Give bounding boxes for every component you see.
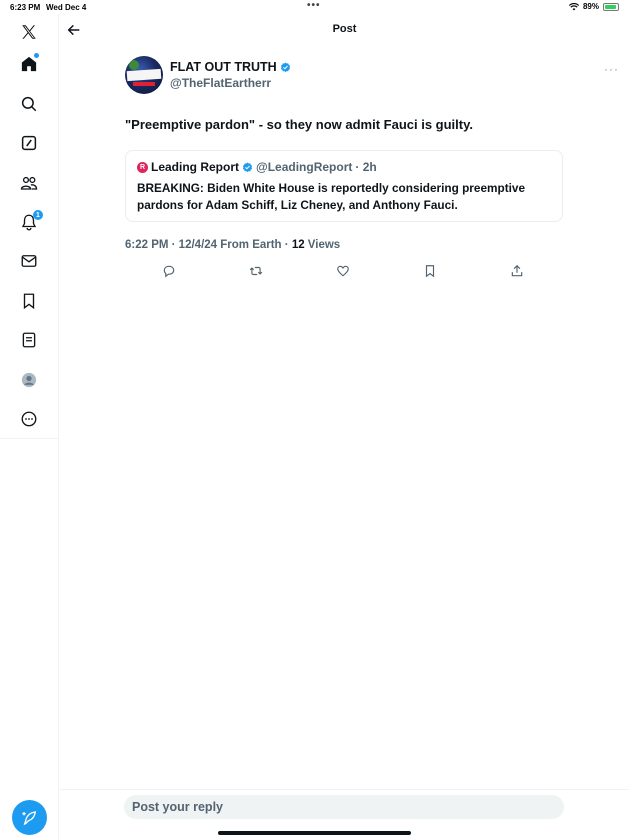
x-logo-icon[interactable] (17, 20, 41, 44)
post-timestamp[interactable]: 6:22 PM · 12/4/24 From Earth · (125, 239, 292, 251)
quoted-post-time: · 2h (355, 160, 377, 174)
more-options-button[interactable]: ··· (604, 62, 619, 76)
author-avatar[interactable] (125, 56, 163, 94)
action-bar (125, 264, 563, 280)
battery-icon (603, 3, 619, 11)
notifications-badge: 1 (33, 210, 43, 220)
reply-input[interactable]: Post your reply (124, 795, 564, 819)
views-count: 12 (291, 239, 305, 251)
repost-icon (249, 264, 263, 278)
post-meta (125, 239, 340, 251)
author-name-row[interactable] (170, 60, 291, 74)
home-dot-badge (34, 53, 39, 58)
compose-feather-icon (22, 810, 38, 826)
heart-icon (336, 264, 350, 278)
quoted-post-text: BREAKING: Biden White House is reportedly considering preemptive pardons for Adam Schiff, Liz Cheney, and Anthony Fauci. (137, 181, 526, 212)
communities-icon[interactable] (17, 171, 41, 195)
author-name[interactable]: FLAT OUT TRUTH (170, 60, 277, 74)
main-content (60, 14, 629, 839)
bookmark-button[interactable] (423, 264, 439, 280)
battery-percent: 89% (582, 2, 599, 11)
reply-icon (162, 264, 176, 278)
messages-icon[interactable] (17, 249, 41, 273)
reply-divider (60, 789, 629, 790)
search-icon[interactable] (17, 92, 41, 116)
status-date: Wed Dec 4 (46, 3, 87, 12)
sidebar (0, 14, 59, 839)
more-icon[interactable] (17, 407, 41, 431)
views-label: Views (304, 239, 341, 251)
profile-icon[interactable] (17, 368, 41, 392)
sidebar-divider (0, 438, 59, 439)
status-time: 6:23 PM (10, 3, 41, 12)
grok-icon[interactable] (17, 131, 41, 155)
multitasking-dots[interactable]: ••• (307, 0, 321, 11)
verified-badge-icon (242, 162, 253, 173)
reply-button[interactable] (162, 264, 178, 280)
quoted-author-handle: @LeadingReport (256, 160, 353, 174)
verified-badge-icon (280, 62, 291, 73)
post-text: "Preemptive pardon" - so they now admit Fauci is guilty. (125, 117, 473, 132)
compose-button[interactable] (12, 800, 47, 835)
bookmarks-icon[interactable] (17, 289, 41, 313)
wifi-icon (569, 3, 579, 11)
home-icon[interactable] (17, 52, 41, 76)
status-right (569, 2, 619, 11)
share-button[interactable] (510, 264, 526, 280)
home-indicator[interactable] (218, 831, 411, 835)
leading-report-logo-icon: R (137, 162, 148, 173)
page-title: Post (332, 23, 357, 35)
repost-button[interactable] (249, 264, 265, 280)
author-handle[interactable]: @TheFlatEartherr (170, 76, 272, 90)
quoted-post[interactable] (125, 150, 563, 222)
bookmark-icon (423, 264, 437, 278)
lists-icon[interactable] (17, 328, 41, 352)
notifications-icon[interactable] (17, 210, 41, 234)
status-bar (0, 0, 629, 14)
quoted-author-name: Leading Report (151, 160, 240, 174)
share-icon (510, 264, 524, 278)
quoted-post-header (137, 160, 377, 174)
like-button[interactable] (336, 264, 352, 280)
